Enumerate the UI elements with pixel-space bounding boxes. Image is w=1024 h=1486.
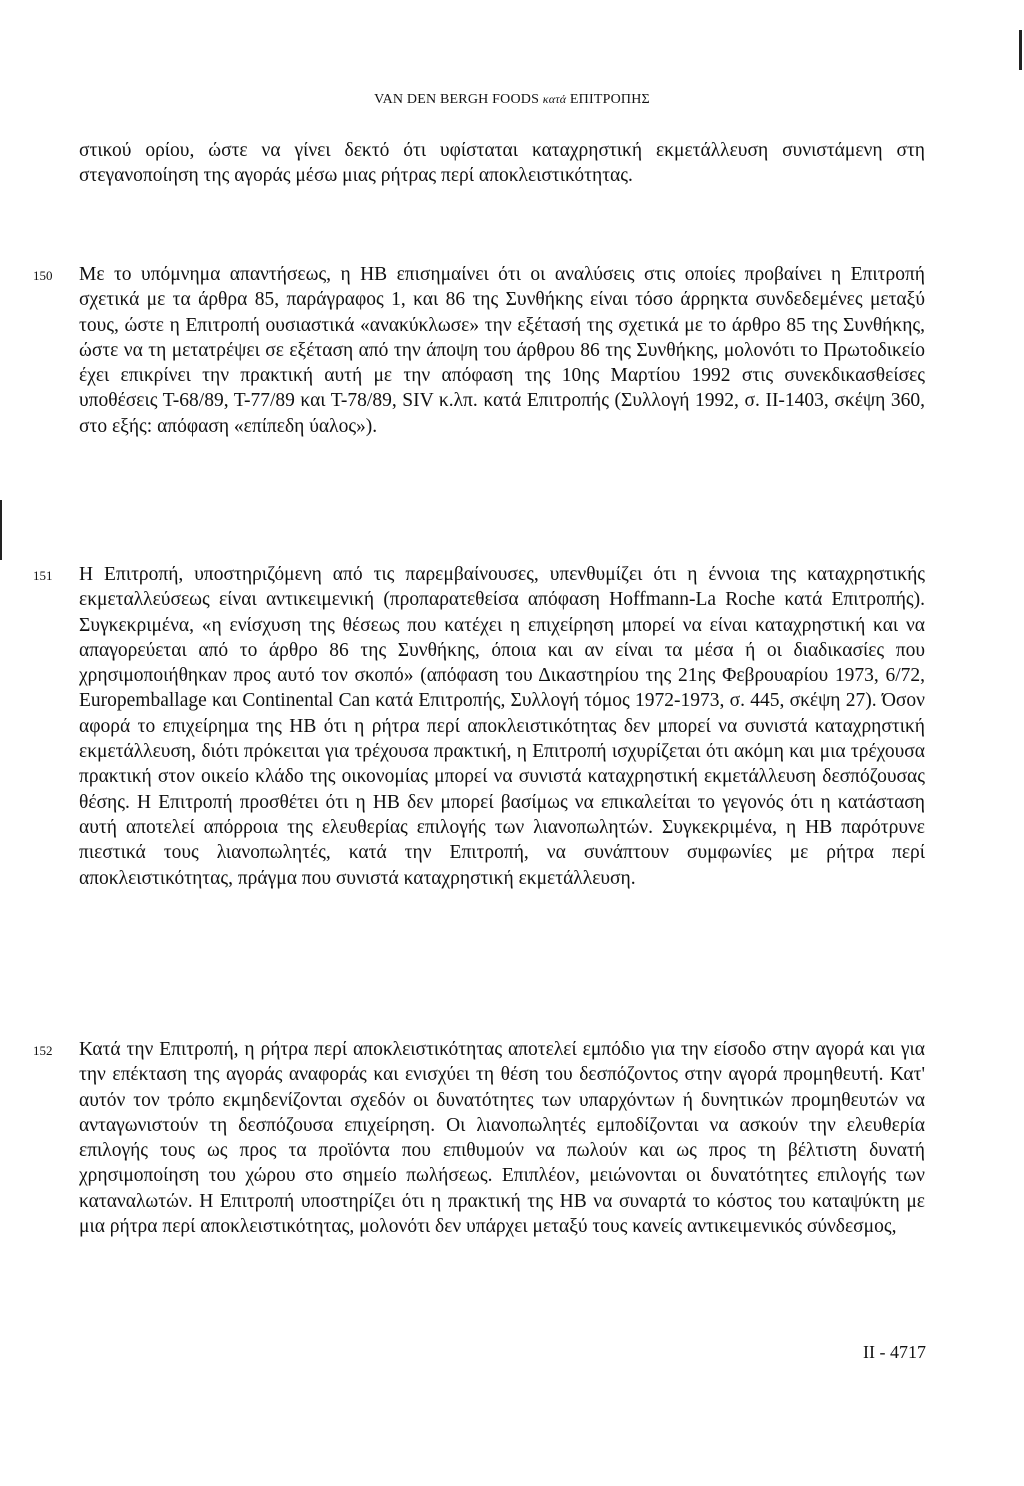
paragraph-152: Κατά την Επιτροπή, η ρήτρα περί αποκλειστικότητας αποτελεί εμπόδιο για την είσοδο στην αγορά και για την επέκταση της αγοράς αναφοράς και ενισχύει τη θέση του δεσπόζοντος στην αγορά προμηθευτή. Κατ' αυτόν τον τρόπο εκμηδενίζονται σχεδόν οι δυνατότητες των υπαρχόντων ή δυνητικών προμηθευτών να ανταγωνιστούν τη δεσπόζουσα επιχείρηση. Οι λιανοπωλητές εμποδίζονται να ασκούν την ελευθερία επιλογής τους ως προς τα προϊόντα που επιθυμούν να πωλούν και ως προς τη βέλτιστη δυνατή χρησιμοποίηση του χώρου στο σημείο πωλήσεως. Επιπλέον, μειώνονται οι δυνατότητες επιλογής των καταναλωτών. Η Επιτροπή υποστηρίζει ότι η πρακτική της HB να συναρτά το κόστος του καταψύκτη με μια ρήτρα περί αποκλειστικότητας, μολονότι δεν υπάρχει μεταξύ τους κανείς αντικειμενικός σύνδεσμος, — [79, 1039, 925, 1238]
header-respondent: ΕΠΙΤΡΟΠΗΣ — [569, 92, 650, 107]
continuation-text: στικού ορίου, ώστε να γίνει δεκτό ότι υφίσταται καταχρηστική εκμετάλλευση συνιστάμενη στη στεγανοποίηση της αγοράς μέσω μιας ρήτρας περί αποκλειστικότητας. — [79, 140, 925, 187]
scan-edge-mark — [0, 500, 2, 560]
page-number: II - 4717 — [863, 1342, 926, 1362]
header-parties: VAN DEN BERGH FOODS — [374, 92, 540, 107]
paragraph-number-152: 152 — [33, 1043, 53, 1058]
paragraph-151: Η Επιτροπή, υποστηριζόμενη από τις παρεμβαίνουσες, υπενθυμίζει ότι η έννοια της καταχρηστικής εκμεταλλεύσεως είναι αντικειμενική (προπαρατεθείσα απόφαση Hoffmann-La Roche κατά Επιτροπής). Συγκεκριμένα, «η ενίσχυση της θέσεως που κατέχει η επιχείρηση μπορεί να είναι καταχρηστική και να απαγορεύεται από το άρθρο 86 της Συνθήκης, όποια και αν είναι τα μέσα ή οι διαδικασίες που χρησιμοποιήθηκαν προς αυτό τον σκοπό» (απόφαση του Δικαστηρίου της 21ης Φεβρουαρίου 1973, 6/72, Europemballage και Continental Can κατά Επιτροπής, Συλλογή τόμος 1972-1973, σ. 445, σκέψη 27). Όσον αφορά το επιχείρημα της HB ότι η ρήτρα περί αποκλειστικότητας δεν μπορεί να συνιστά καταχρηστική εκμετάλλευση, διότι πρόκειται για τρέχουσα πρακτική, η Επιτροπή ισχυρίζεται ότι ακόμη και μια τρέχουσα πρακτική στον οικείο κλάδο της οικονομίας μπορεί να συνιστά καταχρηστική εκμετάλλευση δεσπόζουσας θέσης. Η Επιτροπή προσθέτει ότι η HB δεν μπορεί βασίμως να επικαλείται το γεγονός ότι η κατάσταση αυτή αποτελεί απόρροια της ελευθερίας επιλογής των λιανοπωλητών. Συγκεκριμένα, η HB παρότρυνε πιεστικά τους λιανοπωλητές, κατά την Επιτροπή, να συνάπτουν συμφωνίες με ρήτρα περί αποκλειστικότητας, πράγμα που συνιστά καταχρηστική εκμετάλλευση. — [79, 564, 925, 889]
scan-corner-mark — [1019, 30, 1022, 70]
paragraph-150: Με το υπόμνημα απαντήσεως, η HB επισημαίνει ότι οι αναλύσεις στις οποίες προβαίνει η Επιτροπή σχετικά με τα άρθρα 85, παράγραφος 1, και 86 της Συνθήκης είναι τόσο άρρηκτα συνδεδεμένες μεταξύ τους, ώστε η Επιτροπή ουσιαστικά «ανακύκλωσε» την εξέτασή της σχετικά με το άρθρο 85 της Συνθήκης, ώστε να τη μετατρέψει σε εξέταση από την άποψη του άρθρου 86 της Συνθήκης, μολονότι το Πρωτοδικείο έχει επικρίνει την πρακτική αυτή με την απόφαση της 10ης Μαρτίου 1992 στις συνεκδικασθείσες υποθέσεις Τ-68/89, Τ-77/89 και Τ-78/89, SIV κ.λπ. κατά Επιτροπής (Συλλογή 1992, σ. ΙΙ-1403, σκέψη 360, στο εξής: απόφαση «επίπεδη ύαλος»). — [79, 264, 925, 437]
running-head — [0, 92, 1024, 108]
paragraph-number-150: 150 — [33, 268, 53, 283]
paragraph-number-151: 151 — [33, 568, 53, 583]
header-versus: κατά — [542, 92, 567, 106]
